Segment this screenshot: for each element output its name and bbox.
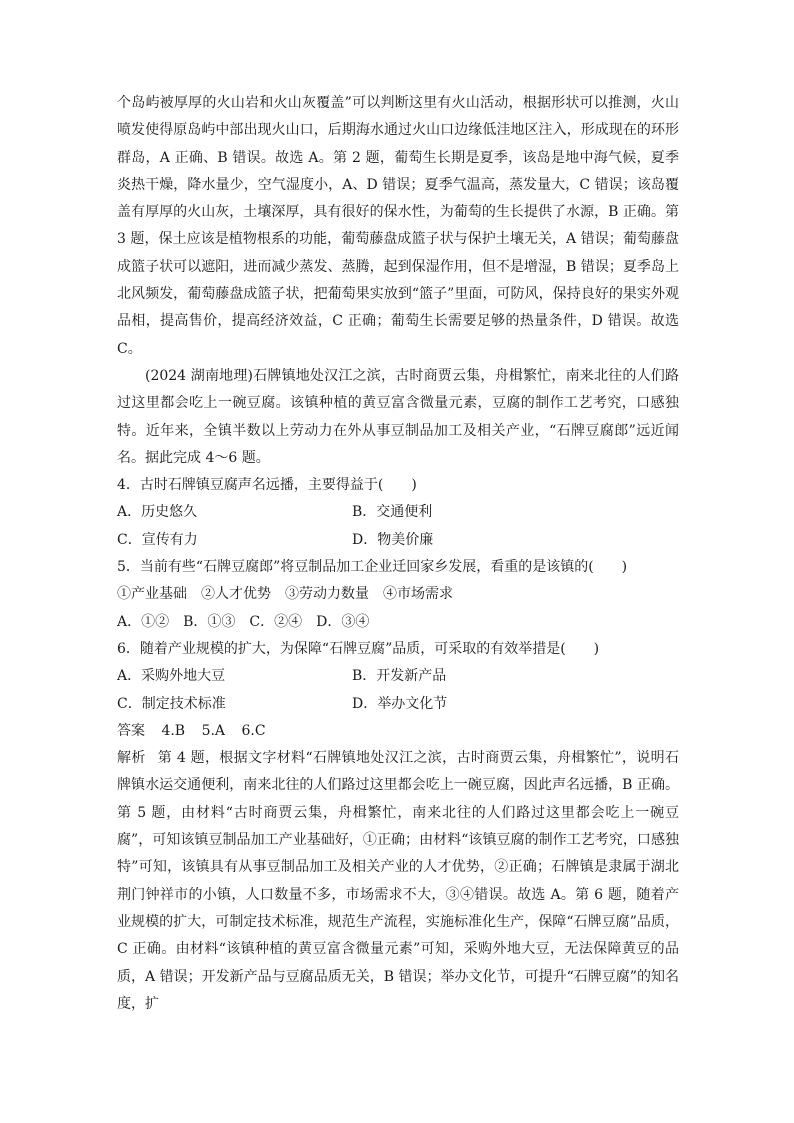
question-4-options-row-2: [117, 527, 679, 554]
document-page: [117, 90, 679, 1018]
analysis-paragraph: [117, 745, 679, 1018]
question-6-option-c: C．制定技术标准: [117, 695, 226, 712]
question-6-stem: 6．随着产业规模的扩大，为保障“石牌豆腐”品质，可采取的有效举措是( ): [117, 640, 600, 657]
answer-item: 6.C: [241, 722, 266, 739]
question-6: [117, 636, 679, 718]
answer-label: 答案: [117, 722, 145, 739]
question-4: [117, 472, 679, 554]
analysis-label: 解析: [117, 750, 146, 767]
answer-line: [117, 718, 679, 745]
question-4-option-d: D．物美价廉: [352, 531, 434, 548]
question-6-option-a: A．采购外地大豆: [117, 668, 226, 685]
question-4-stem: 4．古时石牌镇豆腐声名远播，主要得益于( ): [117, 477, 417, 494]
question-4-option-c: C．宣传有力: [117, 531, 198, 548]
question-6-option-b: B．开发新产品: [352, 668, 447, 685]
question-4-option-a: A．历史悠久: [117, 504, 198, 521]
question-5-options: A．①② B．①③ C．②④ D．③④: [117, 613, 370, 630]
question-4-option-b: B．交通便利: [352, 504, 433, 521]
question-5-stem: 5．当前有些“石牌豆腐郎”将豆制品加工企业迁回家乡发展，看重的是该镇的( ): [117, 559, 628, 576]
answer-item: 4.B: [161, 722, 186, 739]
question-4-options-row-1: [117, 499, 679, 526]
reading-passage: (2024 湖南地理)石牌镇地处汉江之滨，古时商贾云集，舟楫繁忙，南来北往的人们路过这里都会吃上一碗豆腐。该镇种植的黄豆富含微量元素，豆腐的制作工艺考究，口感独特。近年来，全镇半数以上劳动力在外从事豆制品加工及相关产业，“石牌豆腐郎”远近闻名。据此完成 4～6 题。: [117, 367, 679, 466]
question-5: [117, 554, 679, 636]
answer-item: 5.A: [201, 722, 226, 739]
question-5-choices: ①产业基础 ②人才优势 ③劳动力数量 ④市场需求: [117, 586, 453, 603]
question-6-option-d: D．举办文化节: [352, 695, 448, 712]
analysis-text: 第 4 题，根据文字材料“石牌镇地处汉江之滨，古时商贾云集，舟楫繁忙”，说明石牌镇水运交通便利，南来北往的人们路过这里都会吃上一碗豆腐，因此声名远播，B 正确。第 5 题，由材料“古时商贾云集，舟楫繁忙，南来北往的人们路过这里都会吃上一碗豆腐”，可知该镇豆制品加工产业基础好，①正确；由材料“该镇豆腐的制作工艺考究，口感独特”可知，该镇具有从事豆制品加工及相关产业的人才优势，②正确；石牌镇是隶属于湖北荆门钟祥市的小镇，人口数量不多，市场需求不大，③④错误。故选 A。第 6 题，随着产业规模的扩大，可制定技术标准，规范生产流程，实施标准化生产，保障“石牌豆腐”品质，C 正确。由材料“该镇种植的黄豆富含微量元素”可知，采购外地大豆，无法保障黄豆的品质，A 错误；开发新产品与豆腐品质无关，B 错误；举办文化节，可提升“石牌豆腐”的知名度，扩: [117, 750, 680, 1012]
question-6-options-row-2: [117, 691, 679, 718]
previous-explanation: 个岛屿被厚厚的火山岩和火山灰覆盖”可以判断这里有火山活动，根据形状可以推测，火山喷发使得原岛屿中部出现火山口，后期海水通过火山口边缘低洼地区注入，形成现在的环形群岛，A 正确、B 错误。故选 A。第 2 题，葡萄生长期是夏季，该岛是地中海气候，夏季炎热干燥，降水量少，空气湿度小，A、D 错误；夏季气温高，蒸发量大，C 错误；该岛覆盖有厚厚的火山灰，土壤深厚，具有很好的保水性，为葡萄的生长提供了水源，B 正确。第 3 题，保土应该是植物根系的功能，葡萄藤盘成篮子状与保护土壤无关，A 错误；葡萄藤盘成篮子状可以遮阳，进而减少蒸发、蒸腾，起到保湿作用，但不是增湿，B 错误；夏季岛上北风频发，葡萄藤盘成篮子状，把葡萄果实放到“篮子”里面，可防风，保持良好的果实外观品相，提高售价，提高经济效益，C 正确；葡萄生长需要足够的热量条件，D 错误。故选 C。: [117, 95, 679, 357]
question-6-options-row-1: [117, 663, 679, 690]
